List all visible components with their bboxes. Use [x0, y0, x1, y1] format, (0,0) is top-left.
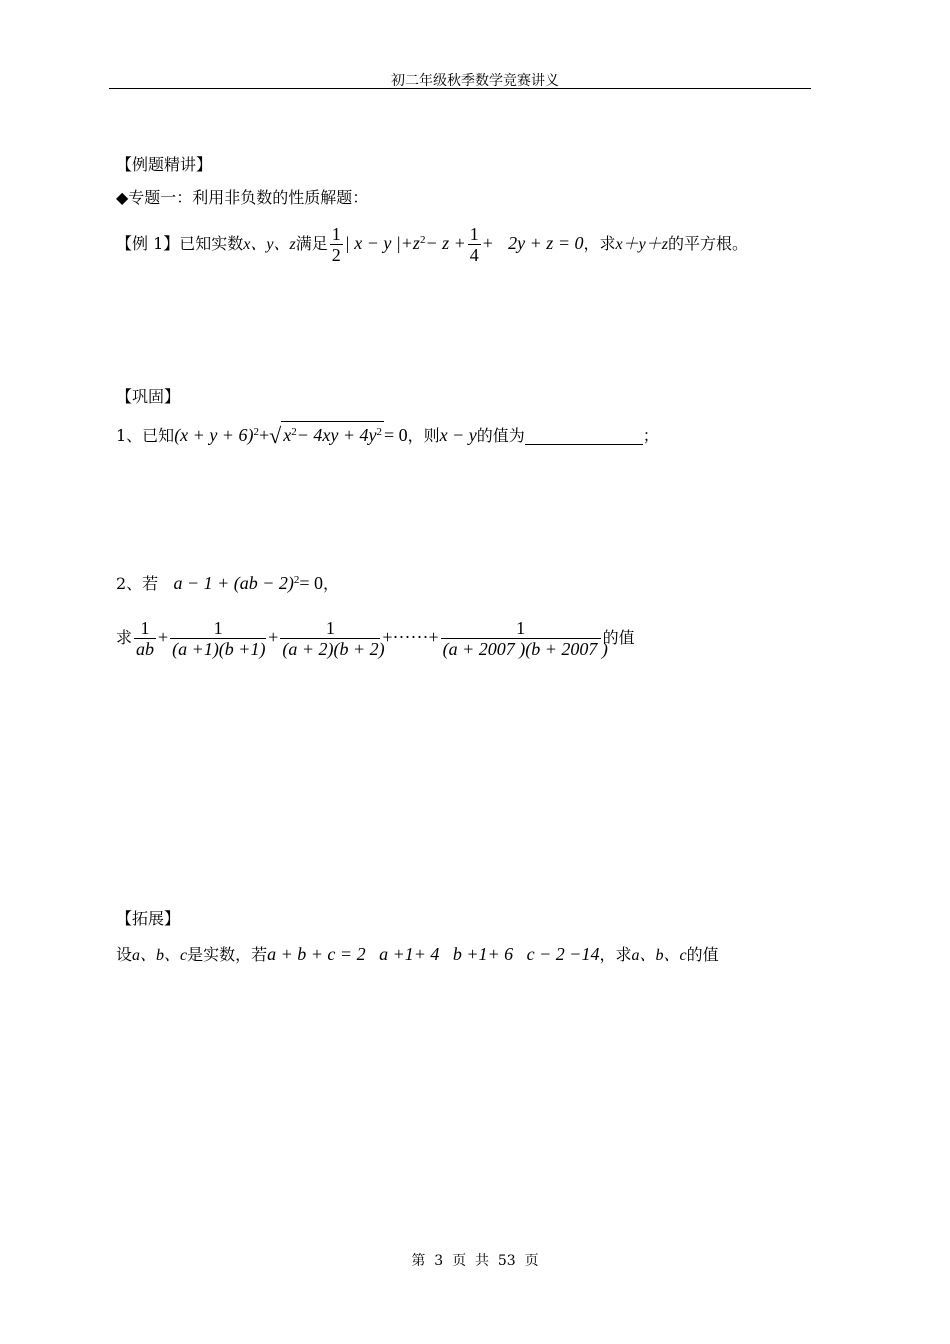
extension-vars: a、b、c	[132, 947, 188, 964]
answer-blank[interactable]	[525, 428, 643, 445]
problem-2-equals: = 0	[299, 573, 324, 593]
extension-ask-vars: a、b、c	[631, 947, 687, 964]
extension-formula: a + b + c = 2 a +1+ 4 b +1+ 6 c − 2 −14	[267, 944, 600, 964]
example-1-ask-expr: x＋y＋z	[615, 236, 668, 253]
fraction-4: $\frac{1}{(a + 2007 )(b + 2007 )}$	[442, 618, 608, 659]
page-header-title: 初二年级秋季数学竞赛讲义	[391, 73, 559, 89]
fraction-one-quarter: $\frac{1}{4}$	[469, 224, 479, 265]
problem-2-ask: 求	[116, 628, 133, 647]
fraction-2: $\frac{1}{(a +1)(b +1)}$	[172, 618, 266, 659]
problem-1-then: ，则	[407, 426, 440, 445]
plus-1: +	[158, 627, 169, 647]
example-1-vars: x、y、z	[243, 236, 296, 253]
example-1-label: 【例 1】	[116, 234, 180, 253]
problem-1-sup: 2	[253, 426, 259, 438]
page-footer-number: 第 3 页 共 53 页	[411, 1253, 539, 1269]
extension-ask: 求	[615, 945, 632, 964]
problem-1	[116, 421, 659, 446]
topic-line: ◆专题一：利用非负数的性质解题：	[116, 188, 369, 207]
example-1-satisfy: 满足	[295, 234, 328, 253]
example-1	[116, 224, 748, 265]
ellipsis-plus: +······+	[382, 627, 439, 647]
section-heading-consolidation: 【巩固】	[116, 387, 181, 406]
problem-2-condition	[116, 570, 339, 594]
fraction-one-half: $\frac{1}{2}$	[331, 224, 341, 265]
problem-1-index: 1、已知	[116, 426, 175, 445]
example-1-ask: 求	[599, 234, 616, 253]
example-1-abs-term: | x − y |+z	[344, 233, 420, 253]
fraction-1: $\frac{1}{ab}$	[136, 618, 155, 659]
problem-1-squared-term: (x + y + 6)	[174, 425, 254, 445]
problem-2-tail: 的值	[602, 628, 635, 647]
example-1-linear-term: 2y + z = 0	[508, 233, 584, 253]
problem-1-target: x − y	[439, 425, 477, 445]
extension-lead: 设	[116, 945, 133, 964]
example-1-plus: +	[482, 233, 493, 253]
fraction-3: $\frac{1}{(a + 2)(b + 2)}$	[282, 618, 385, 659]
problem-2-index: 2、若	[116, 574, 159, 593]
example-1-sup: 2	[419, 234, 426, 246]
sqrt-icon: √	[269, 423, 282, 448]
example-1-minus-z: − z +	[425, 233, 466, 253]
example-1-comma: ，	[583, 234, 600, 253]
section-heading-examples: 【例题精讲】	[116, 155, 213, 174]
extension-comma: ，	[599, 945, 616, 964]
section-heading-extension: 【拓展】	[116, 909, 181, 928]
extension-mid: 是实数，若	[187, 945, 268, 964]
header-rule	[109, 88, 811, 89]
problem-2-sup: 2	[293, 574, 300, 586]
problem-1-plus: +	[258, 425, 270, 445]
example-1-ask-tail: 的平方根。	[667, 234, 748, 253]
problem-1-end: ；	[642, 426, 659, 445]
example-1-lead: 已知实数	[179, 234, 244, 253]
extension-problem	[116, 944, 719, 966]
problem-2-comma: ，	[323, 574, 340, 593]
problem-1-tail: 的值为	[476, 426, 525, 445]
problem-2-sum	[116, 618, 635, 659]
problem-2-expr: a − 1 + (ab − 2)	[173, 573, 294, 593]
plus-2: +	[268, 627, 279, 647]
extension-tail: 的值	[686, 945, 719, 964]
problem-1-equals: = 0	[383, 425, 408, 445]
problem-1-radicand: $x^2- 4xy + 4y^2$	[281, 421, 384, 446]
